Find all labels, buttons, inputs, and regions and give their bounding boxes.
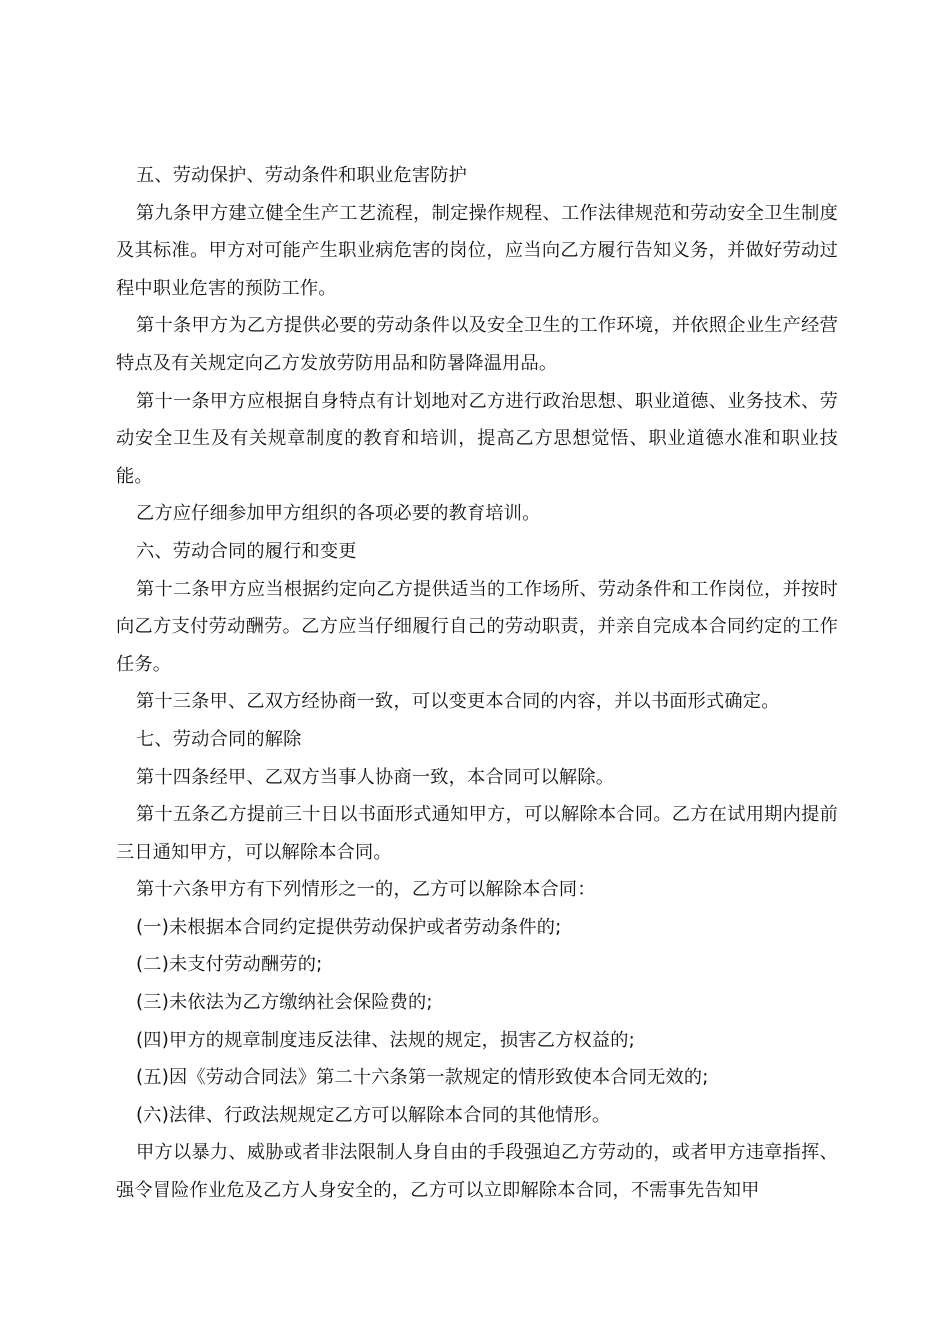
list-item-6: (六)法律、行政法规规定乙方可以解除本合同的其他情形。	[136, 1104, 611, 1126]
list-item-1: (一)未根据本合同约定提供劳动保护或者劳动条件的;	[136, 916, 562, 938]
section-heading-labor-protection: 五、劳动保护、劳动条件和职业危害防护	[136, 165, 467, 186]
article-10: 第十条甲方为乙方提供必要的劳动条件以及安全卫生的工作环境，并依照企业生产经营特点及有关规定向乙方发放劳防用品和防暑降温用品。	[116, 315, 838, 374]
immediate-termination-paragraph: 甲方以暴力、威胁或者非法限制人身自由的手段强迫乙方劳动的，或者甲方违章指挥、强令冒险作业危及乙方人身安全的，乙方可以立即解除本合同，不需事先告知甲	[116, 1142, 838, 1202]
list-item-2: (二)未支付劳动酬劳的;	[136, 954, 323, 976]
section-heading-termination: 七、劳动合同的解除	[136, 728, 302, 750]
article-9: 第九条甲方建立健全生产工艺流程，制定操作规程、工作法律规范和劳动安全卫生制度及其标准。甲方对可能产生职业病危害的岗位，应当向乙方履行告知义务，并做好劳动过程中职业危害的预防工作。	[116, 202, 838, 299]
article-12: 第十二条甲方应当根据约定向乙方提供适当的工作场所、劳动条件和工作岗位，并按时向乙方支付劳动酬劳。乙方应当仔细履行自己的劳动职责，并亲自完成本合同约定的工作任务。	[116, 578, 838, 675]
article-15: 第十五条乙方提前三十日以书面形式通知甲方，可以解除本合同。乙方在试用期内提前三日通知甲方，可以解除本合同。	[116, 804, 838, 863]
list-item-3: (三)未依法为乙方缴纳社会保险费的;	[136, 992, 433, 1014]
training-obligation-paragraph: 乙方应仔细参加甲方组织的各项必要的教育培训。	[136, 503, 541, 525]
article-16: 第十六条甲方有下列情形之一的，乙方可以解除本合同：	[136, 879, 596, 901]
list-item-4: (四)甲方的规章制度违反法律、法规的规定，损害乙方权益的;	[136, 1029, 636, 1051]
section-heading-performance-change: 六、劳动合同的履行和变更	[136, 540, 357, 562]
document-body	[116, 157, 838, 1210]
list-item-5: (五)因《劳动合同法》第二十六条第一款规定的情形致使本合同无效的;	[136, 1067, 709, 1089]
article-11: 第十一条甲方应根据自身特点有计划地对乙方进行政治思想、职业道德、业务技术、劳动安全卫生及有关规章制度的教育和培训，提高乙方思想觉悟、职业道德水准和职业技能。	[116, 390, 838, 487]
article-14: 第十四条经甲、乙双方当事人协商一致，本合同可以解除。	[136, 766, 615, 788]
article-13: 第十三条甲、乙双方经协商一致，可以变更本合同的内容，并以书面形式确定。	[136, 691, 780, 713]
